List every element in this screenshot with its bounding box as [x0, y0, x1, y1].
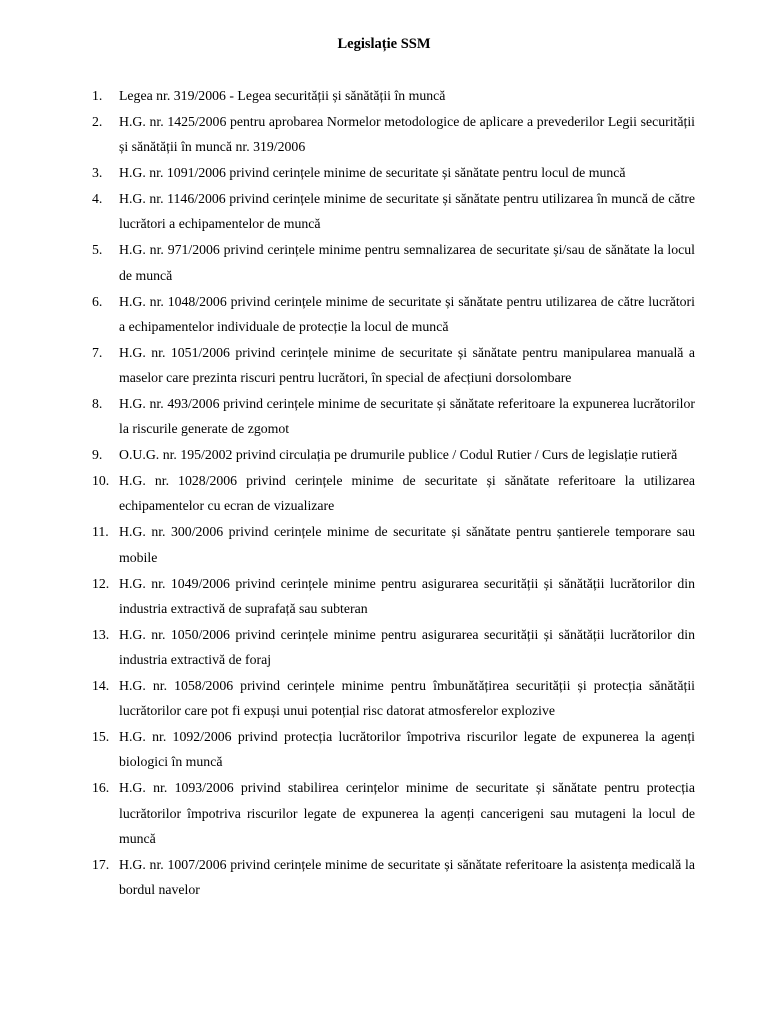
list-item-number: 16. [92, 780, 110, 796]
list-item [92, 622, 695, 672]
list-item-number: 4. [92, 191, 103, 207]
list-item [92, 852, 695, 902]
list-item-number: 10. [92, 473, 110, 489]
list-item [92, 775, 695, 851]
list-item-number: 8. [92, 396, 103, 412]
list-item [92, 673, 695, 723]
list-item-number: 15. [92, 729, 110, 745]
legislation-list [92, 83, 695, 903]
list-item-number: 2. [92, 114, 103, 129]
list-item-text: O.U.G. nr. 195/2002 privind circulația pe drumurile publice / Codul Rutier / Curs de legislație rutieră [119, 447, 678, 463]
list-item [92, 289, 695, 339]
list-item [92, 109, 695, 159]
list-item-text: Legea nr. 319/2006 - Legea securității și sănătății în muncă [119, 88, 446, 103]
list-item-text: H.G. nr. 1146/2006 privind cerințele minime de securitate și sănătate pentru utilizarea în muncă de către lucrători a echipamentelor de muncă [119, 191, 695, 232]
list-item-text: H.G. nr. 493/2006 privind cerințele minime de securitate și sănătate referitoare la expunerea lucrătorilor la riscurile generate de zgomot [119, 396, 695, 437]
list-item-text: H.G. nr. 1007/2006 privind cerințele minime de securitate și sănătate referitoare la asistența medicală la bordul navelor [119, 856, 695, 898]
list-item-number: 9. [92, 447, 103, 463]
list-item-text: H.G. nr. 300/2006 privind cerințele minime de securitate și sănătate pentru șantierele temporare sau mobile [119, 524, 695, 565]
list-item-text: H.G. nr. 1050/2006 privind cerințele minime pentru asigurarea securității și sănătății lucrătorilor din industria extractivă de foraj [119, 626, 695, 668]
list-item-text: H.G. nr. 1028/2006 privind cerințele minime de securitate și sănătate referitoare la utilizarea echipamentelor cu ecran de vizualizare [119, 473, 695, 514]
list-item [92, 519, 695, 569]
list-item-text: H.G. nr. 1093/2006 privind stabilirea cerințelor minime de securitate și sănătate pentru protecția lucrătorilor împotriva riscurilor legate de expunerea la agenți cancerigeni sau mutageni la locul de muncă [119, 780, 695, 846]
list-item-text: H.G. nr. 1058/2006 privind cerințele minime pentru îmbunătățirea securității și protecția sănătății lucrătorilor care pot fi expuși unui potențial risc datorat atmosferelor explozive [119, 678, 695, 719]
list-item [92, 571, 695, 621]
document-title: Legislație SSM [337, 36, 431, 52]
list-item-text: H.G. nr. 1091/2006 privind cerințele minime de securitate și sănătate pentru locul de muncă [119, 165, 626, 181]
list-item-text: H.G. nr. 1425/2006 pentru aprobarea Normelor metodologice de aplicare a prevederilor Legii securității și sănătății în muncă nr. 319/2006 [119, 114, 695, 155]
list-item-number: 13. [92, 626, 110, 642]
list-item [92, 160, 695, 185]
list-item [92, 442, 695, 467]
list-item-number: 1. [92, 88, 103, 103]
list-item [92, 468, 695, 518]
list-item-text: H.G. nr. 1049/2006 privind cerințele minime pentru asigurarea securității și sănătății lucrătorilor din industria extractivă de suprafață sau subteran [119, 575, 695, 616]
list-item-number: 7. [92, 344, 103, 360]
list-item-number: 3. [92, 165, 103, 181]
list-item [92, 186, 695, 236]
list-item-number: 12. [92, 575, 110, 591]
list-item [92, 237, 695, 287]
list-item-text: H.G. nr. 1051/2006 privind cerințele minime de securitate și sănătate pentru manipularea manuală a maselor care prezinta riscuri pentru lucrători, în special de afecțiuni dorsolombare [119, 344, 695, 386]
list-item [92, 391, 695, 441]
list-item [92, 724, 695, 774]
list-item-number: 6. [92, 293, 103, 309]
list-item-number: 14. [92, 678, 110, 694]
list-item-number: 17. [92, 856, 110, 872]
list-item-text: H.G. nr. 1048/2006 privind cerințele minime de securitate și sănătate pentru utilizarea de către lucrători a echipamentelor individuale de protecție la locul de muncă [119, 293, 695, 334]
list-item-number: 11. [92, 524, 109, 540]
list-item-text: H.G. nr. 1092/2006 privind protecția lucrătorilor împotriva riscurilor legate de expunerea la agenți biologici în muncă [119, 729, 695, 770]
list-item [92, 340, 695, 390]
list-item-number: 5. [92, 242, 103, 258]
list-item [92, 83, 695, 108]
list-item-text: H.G. nr. 971/2006 privind cerințele minime pentru semnalizarea de securitate și/sau de sănătate la locul de muncă [119, 242, 695, 283]
